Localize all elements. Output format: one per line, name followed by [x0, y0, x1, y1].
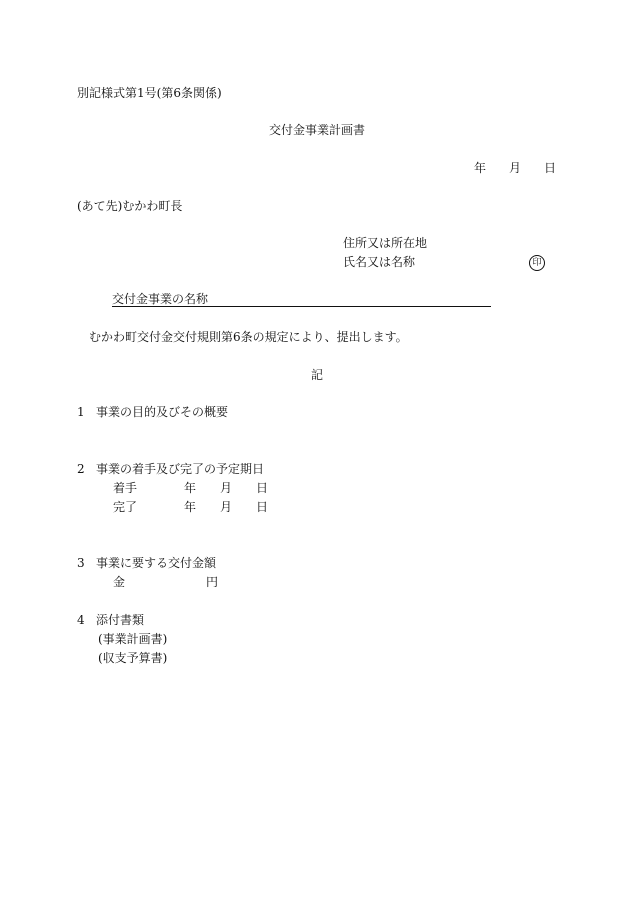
item-2-number: 2 [77, 462, 85, 476]
item-1-label: 事業の目的及びその概要 [96, 405, 229, 419]
project-name-label: 交付金事業の名称 [112, 292, 209, 306]
attachment-2: (収支予算書) [98, 651, 168, 665]
end-month: 月 [220, 500, 233, 514]
start-day: 日 [256, 481, 269, 495]
start-month: 月 [220, 481, 233, 495]
end-year: 年 [184, 500, 197, 514]
end-label: 完了 [113, 500, 138, 514]
date-day: 日 [544, 161, 557, 175]
item-3-number: 3 [77, 556, 85, 570]
name-label: 氏名又は名称 [343, 255, 416, 269]
amount-kin: 金 [113, 575, 126, 589]
item-1-number: 1 [77, 405, 85, 419]
form-number: 別記様式第1号(第6条関係) [77, 86, 222, 100]
document-title: 交付金事業計画書 [269, 123, 366, 137]
ki-heading: 記 [311, 368, 324, 382]
project-name-underline [112, 306, 491, 307]
addressee: (あて先)むかわ町長 [77, 199, 183, 213]
address-label: 住所又は所在地 [343, 236, 428, 250]
item-4-number: 4 [77, 613, 85, 627]
end-day: 日 [256, 500, 269, 514]
start-label: 着手 [113, 481, 138, 495]
amount-yen: 円 [206, 575, 219, 589]
date-month: 月 [509, 161, 522, 175]
start-year: 年 [184, 481, 197, 495]
attachment-1: (事業計画書) [98, 632, 168, 646]
item-3-label: 事業に要する交付金額 [96, 556, 217, 570]
seal-mark: 印 [529, 255, 545, 271]
item-2-label: 事業の着手及び完了の予定期日 [96, 462, 265, 476]
item-4-label: 添付書類 [96, 613, 145, 627]
date-year: 年 [474, 161, 487, 175]
intro-text: むかわ町交付金交付規則第6条の規定により、提出します。 [89, 330, 408, 344]
